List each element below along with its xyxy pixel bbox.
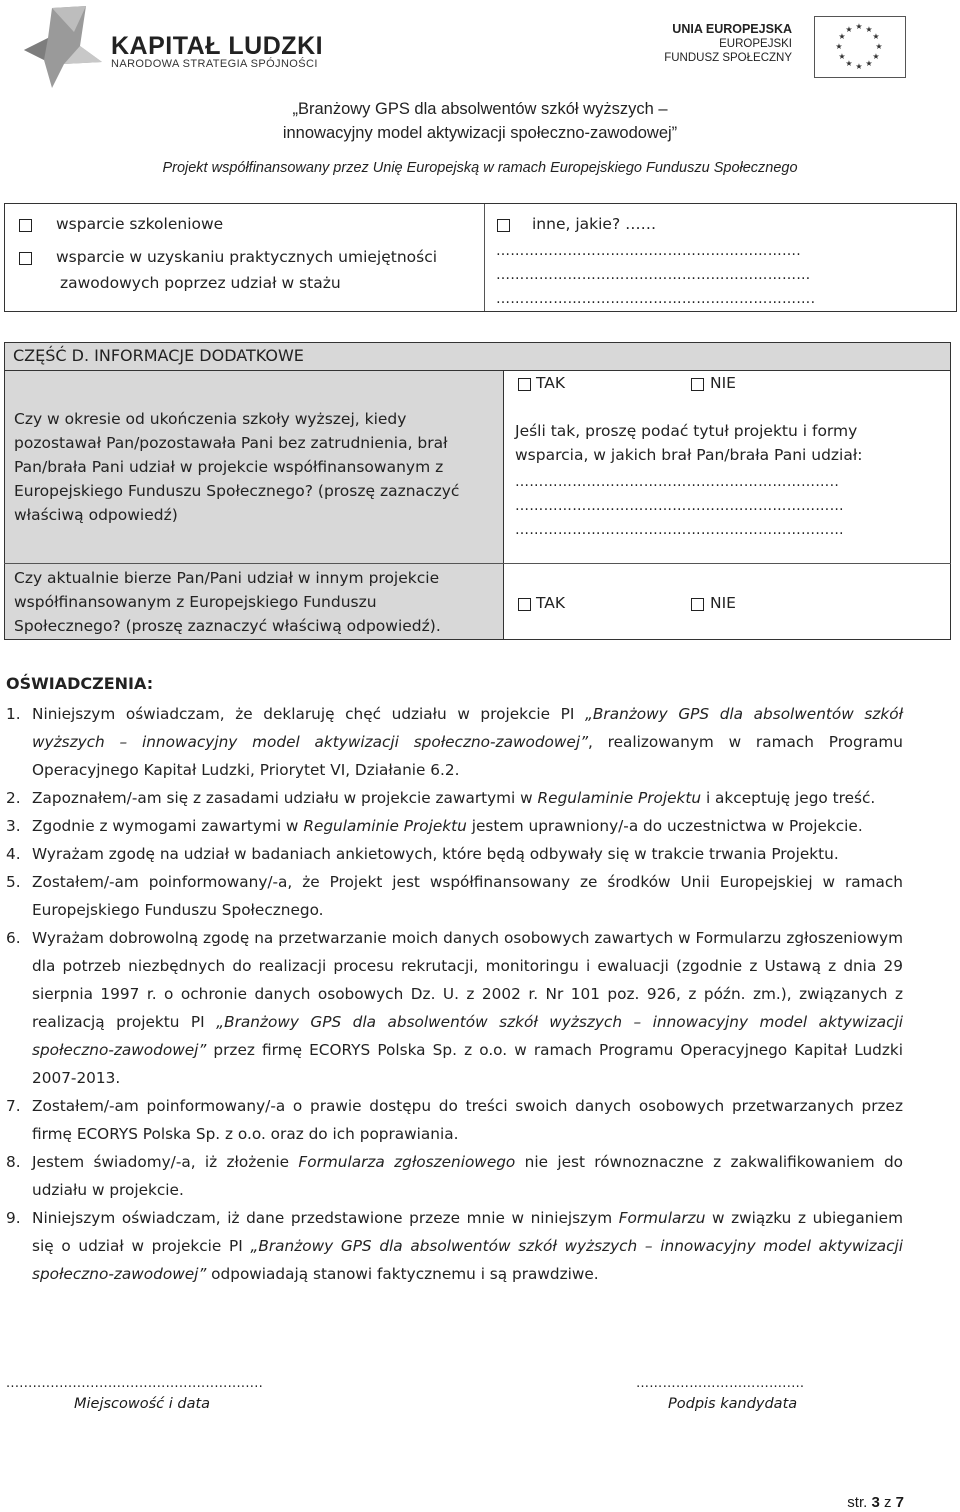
svg-text:★: ★ — [875, 42, 883, 51]
declaration-number: 8. — [6, 1153, 21, 1171]
option-other-label: inne, jakie? …… — [532, 215, 657, 233]
declaration-text: Jestem świadomy/-a, iż złożenie Formularza zgłoszeniowego nie jest równoznaczne z zakwalifikowaniem do udziału w projekcie. — [32, 1153, 904, 1199]
svg-text:★: ★ — [865, 59, 873, 68]
declaration-text: Wyrażam zgodę na udział w badaniach ankietowych, które będą odbywały się w trakcie trwania Projektu. — [32, 845, 839, 863]
q2-line-2: współfinansowanym z Europejskiego Funduszu — [14, 593, 377, 611]
logo-title: KAPITAŁ LUDZKI — [111, 32, 324, 60]
other-field-line-2[interactable]: ………………………………………………………… — [496, 267, 811, 283]
kapital-ludzki-logo — [22, 0, 352, 92]
svg-text:★: ★ — [845, 25, 853, 34]
declaration-item — [6, 840, 903, 868]
option-training-label: wsparcie szkoleniowe — [56, 215, 224, 233]
q1-line-1: Czy w okresie od ukończenia szkoły wyższej, kiedy — [14, 410, 407, 428]
page-prefix: str. — [847, 1494, 868, 1511]
q2-yes-label: TAK — [536, 594, 566, 612]
place-date-label: Miejscowość i data — [74, 1396, 211, 1412]
checkbox-training[interactable] — [19, 218, 32, 236]
q2-line-3: Społecznego? (proszę zaznaczyć właściwą odpowiedź). — [14, 617, 441, 635]
declaration-number: 3. — [6, 817, 21, 835]
svg-text:★: ★ — [865, 25, 873, 34]
eu-line-3: FUNDUSZ SPOŁECZNY — [664, 52, 792, 64]
q1-line-2: pozostawał Pan/pozostawała Pani bez zatrudnienia, brał — [14, 434, 448, 452]
place-date-line[interactable]: .......................................................... — [6, 1376, 264, 1391]
declaration-item — [6, 868, 903, 924]
declaration-number: 4. — [6, 845, 21, 863]
option-internship-label-1: wsparcie w uzyskaniu praktycznych umiejętności — [56, 248, 438, 266]
eu-logo — [650, 14, 920, 78]
declaration-item — [6, 924, 903, 1092]
q1-no-label: NIE — [710, 374, 736, 392]
declarations-title: OŚWIADCZENIA: — [6, 674, 154, 693]
q1-line-5: właściwą odpowiedź) — [14, 506, 178, 524]
signature-line[interactable]: ……………………………..… — [636, 1376, 805, 1391]
svg-text:★: ★ — [855, 62, 863, 71]
declaration-text: Zostałem/-am poinformowany/-a, że Projekt jest współfinansowany ze środków Unii Europejskiej w ramach Europejskiego Funduszu Społecznego. — [32, 873, 903, 919]
project-title-line-2: innowacyjny model aktywizacji społeczno-zawodowej” — [282, 124, 678, 142]
q2-no-checkbox[interactable] — [691, 597, 704, 615]
checkbox-other[interactable] — [497, 218, 510, 236]
declaration-item — [6, 700, 903, 784]
other-field-line-1[interactable]: ………………………………………………………. — [496, 243, 802, 259]
declaration-number: 9. — [6, 1209, 21, 1227]
q1-answer-line-1[interactable]: ………………………………………………………….. — [515, 474, 840, 490]
declaration-number: 1. — [6, 705, 21, 723]
declarations-list — [6, 700, 903, 1288]
part-d-title: CZĘŚĆ D. INFORMACJE DODATKOWE — [13, 346, 304, 365]
declaration-text: Zostałem/-am poinformowany/-a o prawie dostępu do treści swoich danych osobowych przetwarzanych przez firmę ECORYS Polska Sp. z o.o. oraz do ich poprawiania. — [32, 1097, 903, 1143]
q2-yes-checkbox[interactable] — [518, 597, 531, 615]
place-date-field — [6, 1376, 264, 1412]
declaration-item — [6, 784, 903, 812]
logo-subtitle: NARODOWA STRATEGIA SPÓJNOŚCI — [111, 58, 318, 70]
q1-answer-line-2[interactable]: …………………………………………………………… — [515, 498, 844, 514]
svg-text:★: ★ — [838, 32, 846, 41]
declaration-text: Niniejszym oświadczam, że deklaruję chęć udziału w projekcie PI „Branżowy GPS dla absolwentów szkół wyższych – innowacyjny model aktywizacji społeczno-zawodowej”, realizowanym w ramach Programu Operacyjnego Kapitał Ludzki, Priorytet VI, Działanie 6.2. — [32, 705, 903, 779]
q1-yes-label: TAK — [536, 374, 566, 392]
svg-text:★: ★ — [838, 52, 846, 61]
svg-text:★: ★ — [835, 42, 843, 51]
declaration-number: 6. — [6, 929, 21, 947]
svg-text:★: ★ — [855, 22, 863, 31]
signature-label: Podpis kandydata — [668, 1396, 798, 1412]
q2-no-label: NIE — [710, 594, 736, 612]
declaration-item — [6, 1204, 903, 1288]
declaration-number: 5. — [6, 873, 21, 891]
declaration-item — [6, 1148, 903, 1204]
declaration-number: 2. — [6, 789, 21, 807]
table-divider — [484, 204, 485, 311]
q1-line-3: Pan/brała Pani udział w projekcie współfinansowanym z — [14, 458, 444, 476]
page-sep: z — [883, 1494, 892, 1511]
declaration-text: Zapoznałem/-am się z zasadami udziału w projekcie zawartymi w Regulaminie Projektu i akceptuję jego treść. — [32, 789, 876, 807]
q1-followup-line-2: wsparcia, w jakich brał Pan/brała Pani udział: — [515, 446, 863, 464]
q1-answer-line-3[interactable]: …………………………………………………………… — [515, 522, 844, 538]
other-field-line-3[interactable]: …………………………………………………………. — [496, 291, 816, 307]
q2-line-1: Czy aktualnie bierze Pan/Pani udział w innym projekcie — [14, 569, 440, 587]
q1-yes-checkbox[interactable] — [518, 377, 531, 395]
eu-line-2: EUROPEJSKI — [719, 38, 792, 50]
signature-field — [636, 1376, 805, 1412]
q1-no-checkbox[interactable] — [691, 377, 704, 395]
page-current: 3 — [871, 1494, 880, 1511]
option-internship-label-2: zawodowych poprzez udział w stażu — [60, 274, 341, 292]
cofinancing-note: Projekt współfinansowany przez Unię Europejską w ramach Europejskiego Funduszu Społecznego — [162, 160, 798, 176]
part-d-row-divider — [4, 563, 951, 564]
page-total: 7 — [895, 1494, 904, 1511]
declaration-text: Zgodnie z wymogami zawartymi w Regulaminie Projektu jestem uprawniony/-a do uczestnictwa w Projekcie. — [32, 817, 863, 835]
declaration-number: 7. — [6, 1097, 21, 1115]
eu-line-1: UNIA EUROPEJSKA — [672, 22, 792, 36]
declaration-text: Wyrażam dobrowolną zgodę na przetwarzanie moich danych osobowych zawartych w Formularzu zgłoszeniowym dla potrzeb niezbędnych do realizacji procesu rekrutacji, monitoringu i ewaluacji (zgodnie z Ustawą z dnia 29 sierpnia 1997 r. o ochronie danych osobowych Dz. U. z 2002 r. Nr 101 poz. 926, z późn. zm.), związanych z realizacją projektu PI „Branżowy GPS dla absolwentów szkół wyższych – innowacyjny model aktywizacji społeczno-zawodowej” przez firmę ECORYS Polska Sp. z o.o. w ramach Programu Operacyjnego Kapitał Ludzki 2007-2013. — [32, 929, 903, 1087]
svg-text:★: ★ — [872, 32, 880, 41]
svg-text:★: ★ — [845, 59, 853, 68]
declaration-item — [6, 812, 903, 840]
eu-flag-icon — [814, 16, 906, 78]
declaration-text: Niniejszym oświadczam, iż dane przedstawione przeze mnie w niniejszym Formularzu w związku z ubieganiem się o udział w projekcie PI „Branżowy GPS dla absolwentów szkół wyższych – innowacyjny model aktywizacji społeczno-zawodowej” odpowiadają stanowi faktycznemu i są prawdziwe. — [32, 1209, 903, 1283]
project-title-line-1: „Branżowy GPS dla absolwentów szkół wyższych – — [292, 100, 668, 118]
star-emblem-icon — [22, 2, 108, 90]
declaration-item — [6, 1092, 903, 1148]
q1-line-4: Europejskiego Funduszu Społecznego? (proszę zaznaczyć — [14, 482, 460, 500]
checkbox-internship[interactable] — [19, 251, 32, 269]
svg-text:★: ★ — [872, 52, 880, 61]
page-number — [847, 1494, 904, 1511]
q1-followup-line-1: Jeśli tak, proszę podać tytuł projektu i formy — [515, 422, 858, 440]
